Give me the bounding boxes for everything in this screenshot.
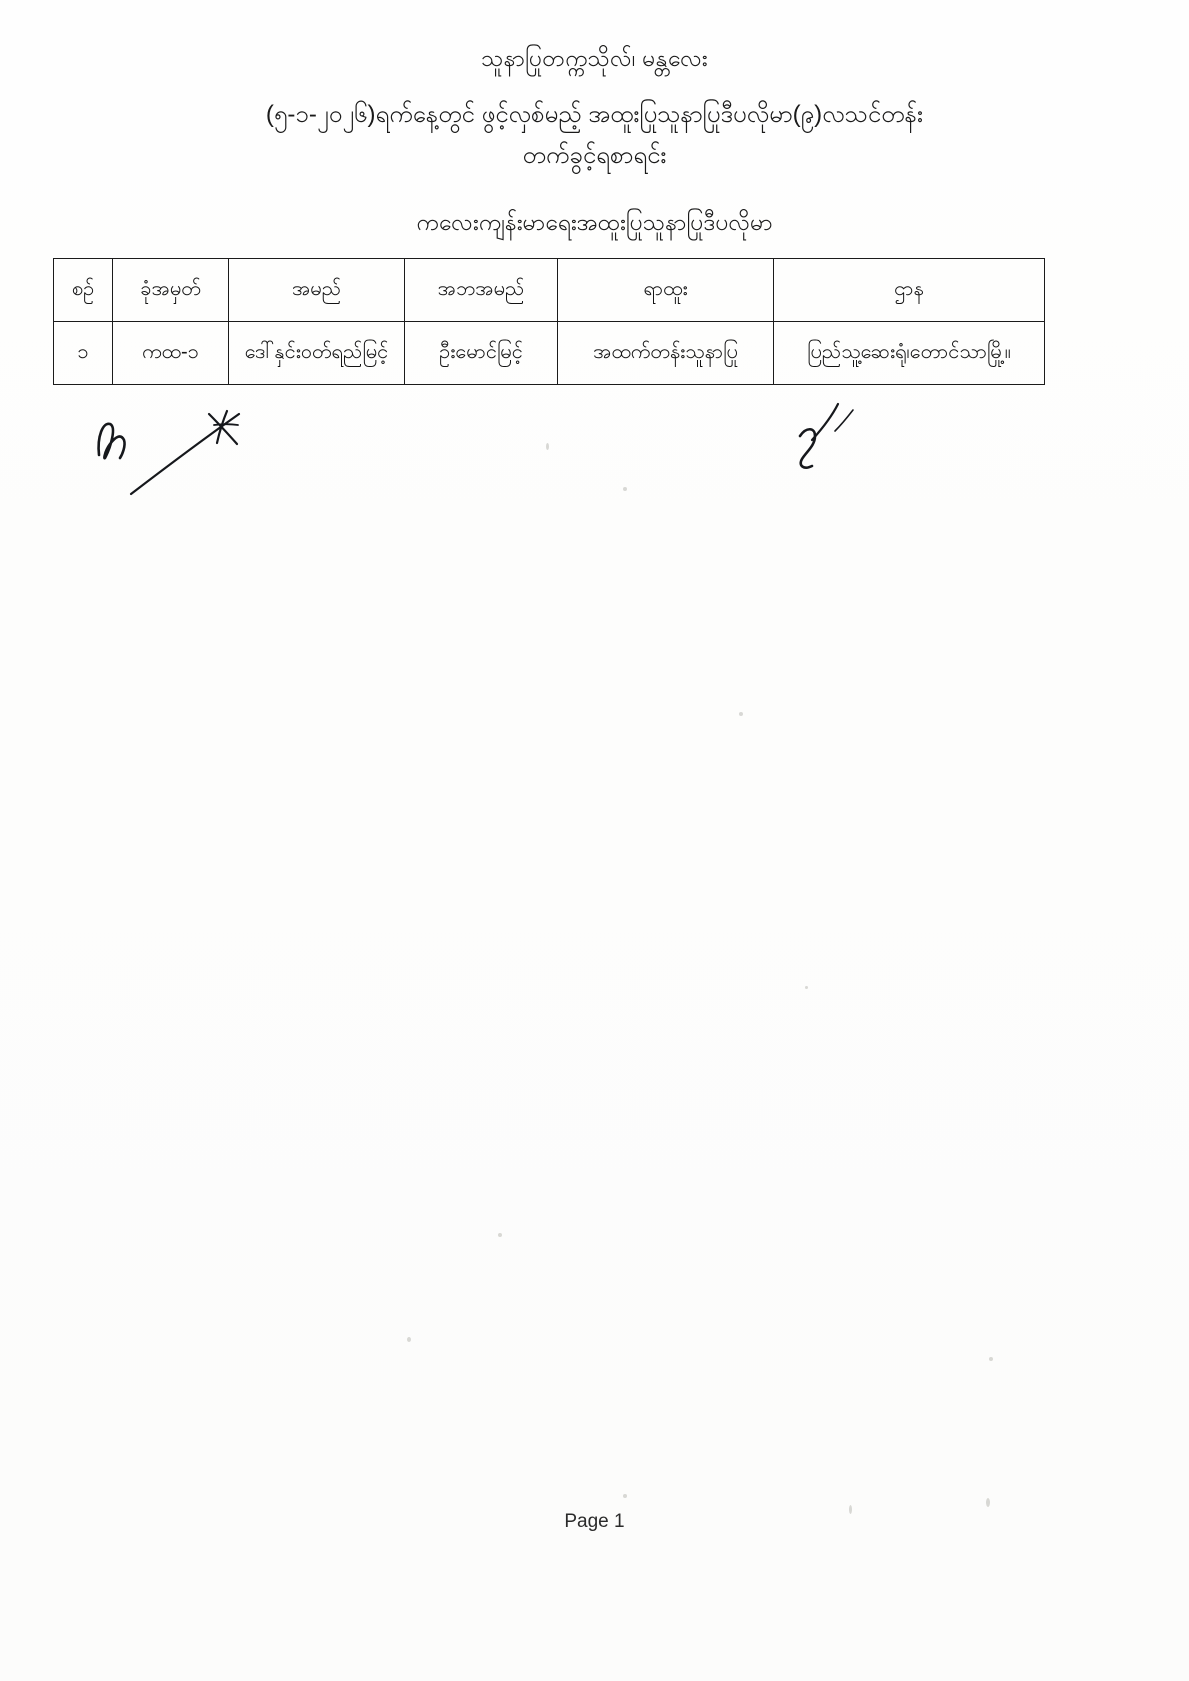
scan-speck [805, 986, 808, 989]
cell-no: ၁ [54, 322, 113, 385]
scan-speck [623, 1494, 627, 1498]
scan-speck [986, 1498, 990, 1507]
table-header-row [54, 259, 1045, 322]
document-title-line-1: (၅-၁-၂၀၂၆)ရက်နေ့တွင် ဖွင့်လှစ်မည့် အထူးပြုသူနာပြုဒီပလိုမာ(၉)လသင်တန်း [265, 101, 924, 128]
cell-father: ဦးမောင်မြင့် [405, 322, 558, 385]
institution-name: သူနာပြုတက္ကသိုလ်၊ မန္တလေး [481, 45, 708, 71]
scan-speck [498, 1233, 502, 1237]
scan-speck [989, 1357, 993, 1361]
table-header [54, 259, 1045, 322]
cell-name: ဒေါ်နှင်းဝတ်ရည်မြင့် [229, 322, 405, 385]
signature-right-tail [812, 404, 838, 440]
column-header-rank: ရာထူး [558, 259, 774, 322]
handwritten-check-stroke-1 [209, 414, 237, 444]
page-footer [0, 1511, 1189, 1533]
cell-place: ပြည်သူ့ဆေးရုံ၊တောင်သာမြို့။ [774, 322, 1045, 385]
document-subtitle: ကလေးကျန်းမာရေးအထူးပြုသူနာပြုဒီပလိုမာ [416, 209, 773, 235]
signature-left-stroke [99, 424, 125, 458]
cell-id: ကထ-၁ [113, 322, 229, 385]
scan-speck [739, 712, 743, 716]
cell-rank: အထက်တန်းသူနာပြု [558, 322, 774, 385]
column-header-id: ခုံအမှတ် [113, 259, 229, 322]
roster-table [53, 258, 1045, 385]
page-number-label: Page 1 [564, 1511, 625, 1532]
column-header-father: အဘအမည် [405, 259, 558, 322]
signature-left-slash [131, 414, 239, 494]
document-title-line-2: တက်ခွင့်ရစာရင်း [522, 142, 667, 169]
document-header [0, 38, 1189, 242]
column-header-place: ဌာန [774, 259, 1045, 322]
scan-speck [623, 487, 627, 491]
scan-speck [407, 1337, 411, 1342]
column-header-no: စဉ် [54, 259, 113, 322]
signature-right-tail-2 [835, 410, 853, 431]
table-body [54, 322, 1045, 385]
handwritten-check-stroke-2 [217, 411, 227, 443]
handwritten-check-stroke-3 [214, 424, 238, 425]
column-header-name: အမည် [229, 259, 405, 322]
table-row [54, 322, 1045, 385]
signature-right-stroke [800, 429, 815, 467]
scan-speck [546, 443, 549, 450]
